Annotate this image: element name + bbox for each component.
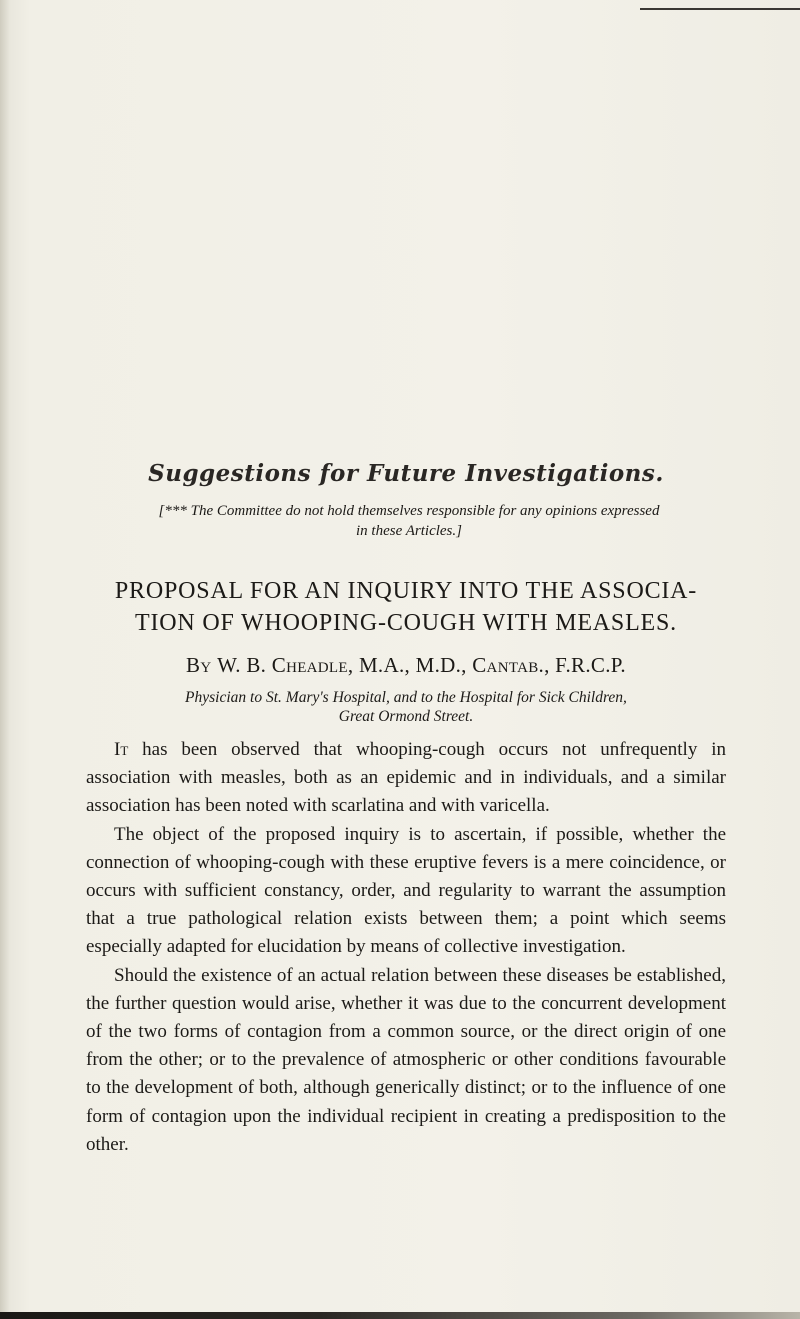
editorial-note-line2: in these Articles.]: [356, 523, 462, 539]
paragraph: [86, 962, 726, 1159]
paragraph-first-word: It: [114, 739, 129, 760]
author-affiliation: [86, 688, 726, 726]
paragraph: [86, 736, 726, 821]
bottom-page-edge: [0, 1312, 800, 1319]
paragraph-text: Should the existence of an actual relation between these diseases be established, the further question would arise, whether it was due to the concurrent development of the two forms of contagion from a common source, or the direct origin of one from the other; or to the prevalence of atmospheric or other conditions favourable to the development of both, although generically distinct; or to the influence of one form of contagion upon the individual recipient in creating a predisposition to the other.: [86, 964, 726, 1155]
author-cantab: Cantab.: [472, 653, 545, 677]
paragraph-text: The object of the proposed inquiry is to ascertain, if possible, whether the connection of whooping-cough with these eruptive fevers is a mere coincidence, or occurs with sufficient constancy, order, and regularity to warrant the assumption that a true pathological relation exists between them; a point which seems especially adapted for elucidation by means of collective investigation.: [86, 823, 726, 958]
article-content: [86, 460, 726, 1159]
editorial-note: [86, 501, 726, 541]
byline: [86, 653, 726, 678]
editorial-note-line1: [*** The Committee do not hold themselves responsible for any opinions expressed: [158, 503, 660, 519]
author-credentials: , M.A., M.D.,: [347, 653, 473, 677]
affiliation-line1: Physician to St. Mary's Hospital, and to the Hospital for Sick Children,: [185, 689, 627, 706]
byline-prefix: By: [186, 653, 212, 677]
article-title-line2: TION OF WHOOPING-COUGH WITH MEASLES.: [135, 610, 677, 636]
section-title: Suggestions for Future Investigations.: [148, 460, 664, 487]
article-body: [86, 736, 726, 1159]
affiliation-line2: Great Ormond Street.: [338, 708, 474, 725]
paragraph: [86, 821, 726, 962]
article-title: [86, 575, 726, 639]
top-rule: [640, 8, 800, 10]
author-name: W. B. Cheadle: [217, 653, 348, 677]
author-fellowship: , F.R.C.P.: [544, 653, 626, 677]
paragraph-text: has been observed that whooping-cough occurs not unfrequently in association with measles, both as an epidemic and in individuals, and a similar association has been noted with scarlatina and with varicella.: [86, 739, 726, 817]
article-title-line1: PROPOSAL FOR AN INQUIRY INTO THE ASSOCIA-: [114, 578, 698, 604]
